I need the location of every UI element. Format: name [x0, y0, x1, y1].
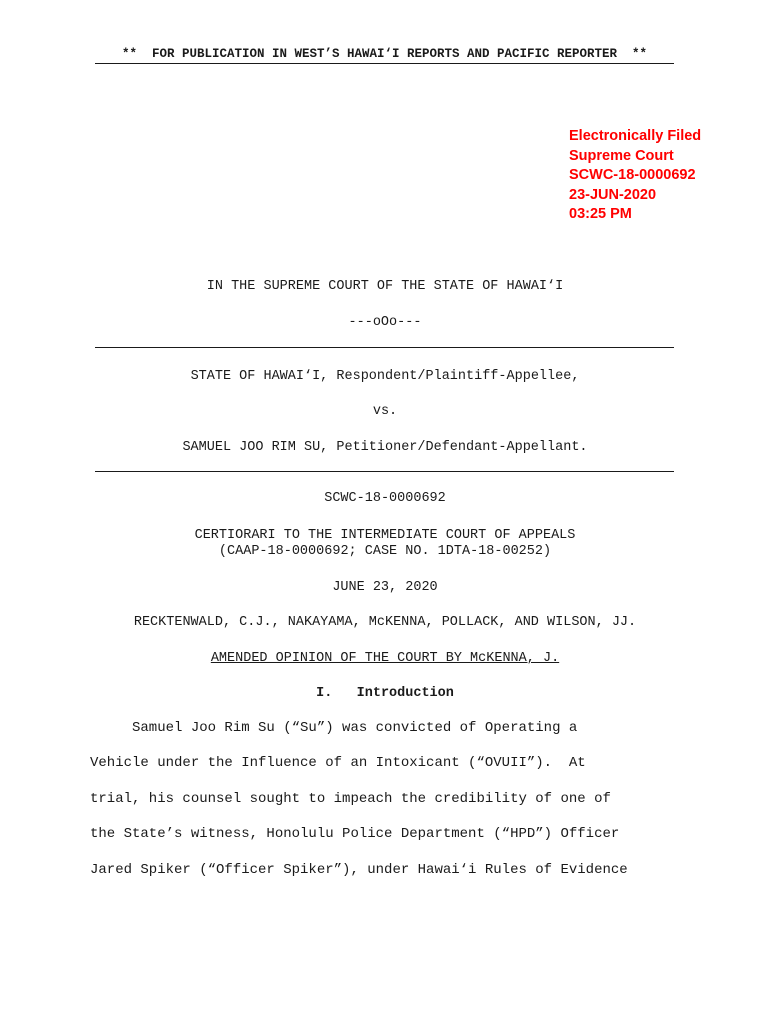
section-number: I.	[316, 686, 333, 701]
body-line: Jared Spiker (“Officer Spiker”), under Hawai‘i Rules of Evidence	[90, 862, 628, 878]
stamp-line-case-number: SCWC-18-0000692	[569, 167, 696, 183]
caption-rule-bottom	[95, 471, 674, 472]
section-heading	[0, 686, 770, 701]
electronic-filing-stamp	[569, 127, 701, 225]
stamp-line-time: 03:25 PM	[569, 206, 632, 222]
versus-label: vs.	[372, 404, 398, 419]
stamp-line-filed: Electronically Filed	[569, 128, 702, 144]
caption-separator: ---oOo---	[348, 315, 422, 330]
party-petitioner: SAMUEL JOO RIM SU, Petitioner/Defendant-Appellant.	[182, 440, 588, 455]
caption-rule-top	[95, 347, 674, 348]
party-respondent: STATE OF HAWAI‘I, Respondent/Plaintiff-Appellee,	[190, 369, 580, 384]
body-line: the State’s witness, Honolulu Police Department (“HPD”) Officer	[90, 826, 620, 842]
court-name: IN THE SUPREME COURT OF THE STATE OF HAWAI‘I	[206, 279, 564, 294]
body-line: Vehicle under the Influence of an Intoxicant (“OVUII”). At	[90, 755, 586, 771]
opinion-title: AMENDED OPINION OF THE COURT BY McKENNA, J.	[210, 651, 560, 666]
body-line: trial, his counsel sought to impeach the credibility of one of	[90, 791, 611, 807]
section-title: Introduction	[356, 686, 454, 701]
body-line: Samuel Joo Rim Su (“Su”) was convicted of Operating a	[90, 720, 578, 736]
certiorari-line: CERTIORARI TO THE INTERMEDIATE COURT OF APPEALS	[194, 528, 576, 543]
stamp-line-date: 23-JUN-2020	[569, 186, 657, 203]
publication-header: ** FOR PUBLICATION IN WEST’S HAWAI‘I REPORTS AND PACIFIC REPORTER **	[95, 47, 674, 64]
decision-date: JUNE 23, 2020	[332, 580, 438, 595]
justices-line: RECKTENWALD, C.J., NAKAYAMA, McKENNA, POLLACK, AND WILSON, JJ.	[133, 615, 637, 630]
stamp-line-court: Supreme Court	[569, 147, 674, 164]
lower-court-case: (CAAP-18-0000692; CASE NO. 1DTA-18-00252)	[218, 544, 552, 559]
case-number: SCWC-18-0000692	[324, 491, 446, 506]
